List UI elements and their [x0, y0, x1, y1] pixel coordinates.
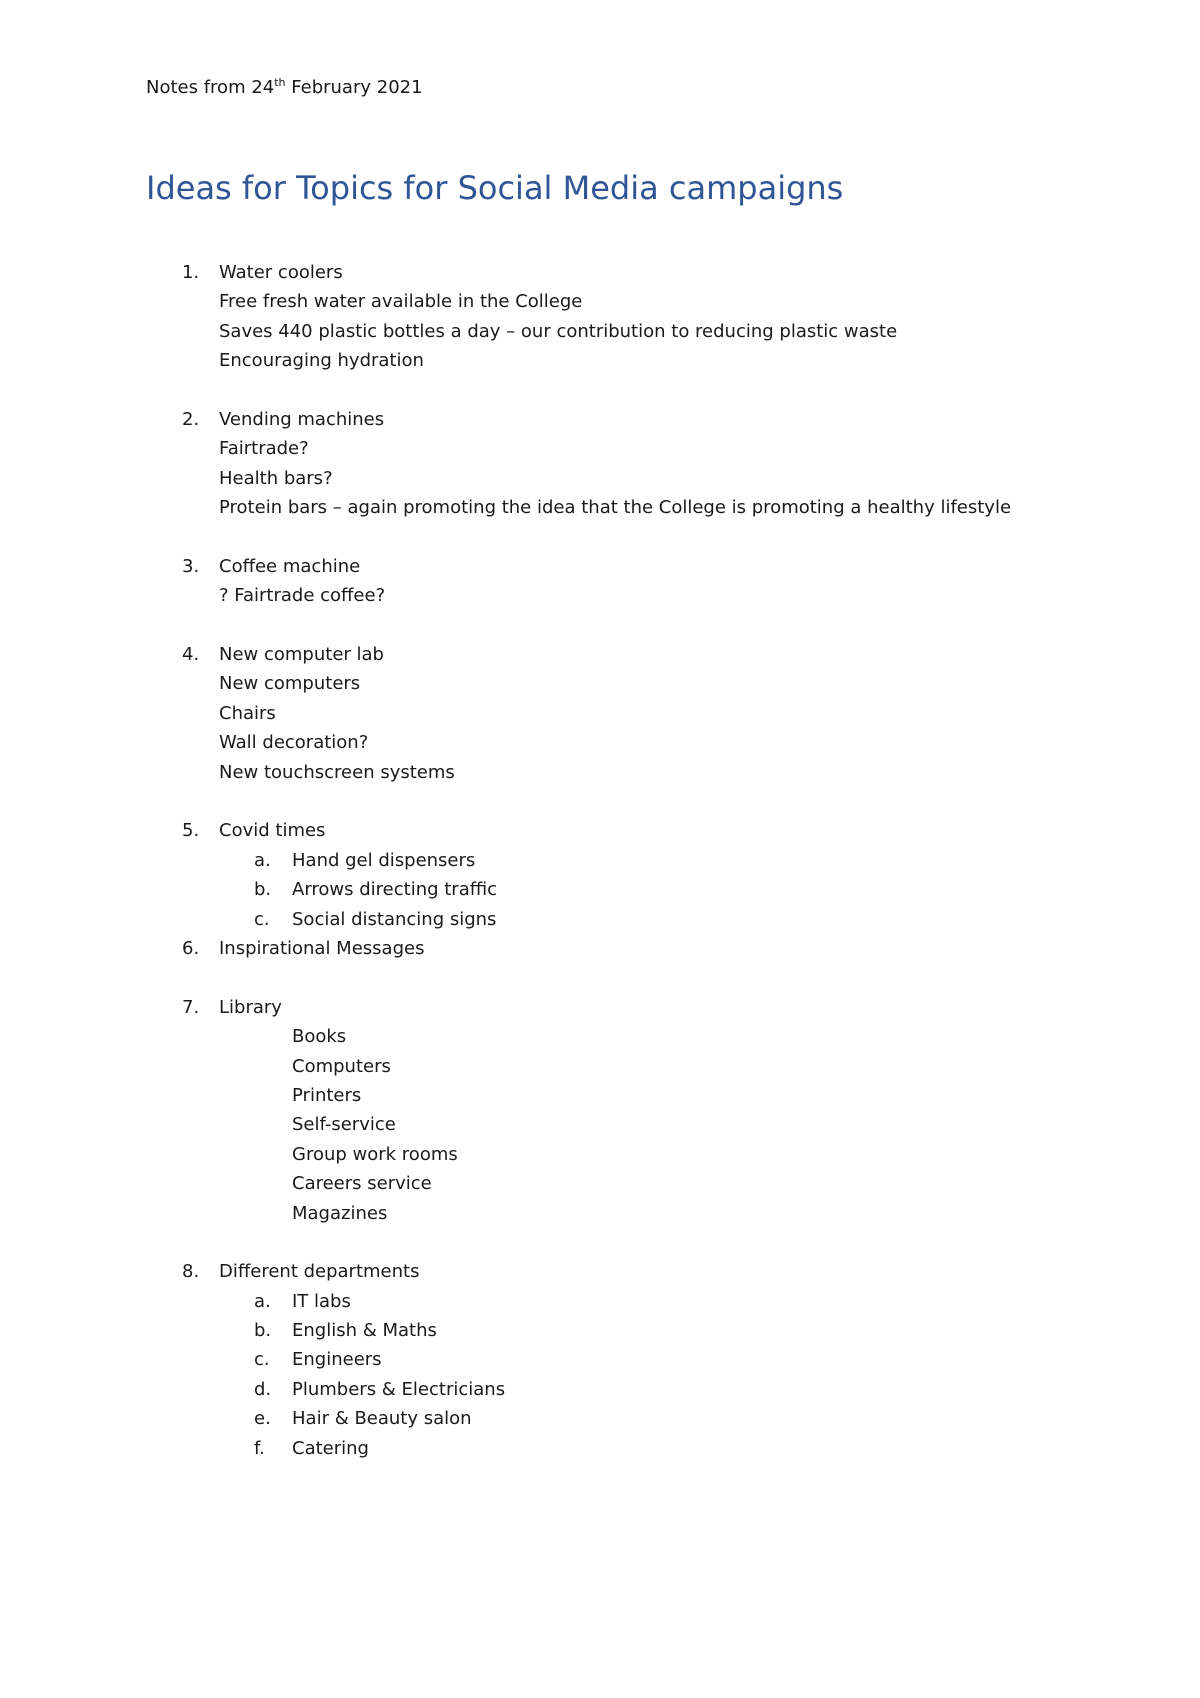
item-detail-line [0, 287, 1200, 316]
detail-text: Encouraging hydration [219, 350, 424, 372]
sub-item-text: Hand gel dispensers [292, 849, 476, 871]
notes-date-prefix: Notes from 24 [146, 77, 275, 98]
list-item [0, 816, 1200, 845]
item-detail-line [0, 758, 1200, 787]
item-number: 5. [182, 820, 200, 842]
notes-date-ordinal: th [274, 76, 286, 89]
spacer [0, 787, 1200, 816]
list-item [0, 640, 1200, 669]
item-number: 4. [182, 644, 200, 666]
item-heading: Coffee machine [219, 555, 361, 577]
detail-text: Saves 440 plastic bottles a day – our contribution to reducing plastic waste [219, 320, 898, 342]
indented-line [0, 1169, 1200, 1198]
item-number: 3. [182, 555, 200, 577]
sub-item-text: Catering [292, 1437, 369, 1459]
indented-line [0, 1022, 1200, 1051]
item-heading: Library [219, 996, 282, 1018]
sub-list-item [0, 846, 1200, 875]
indented-line [0, 1081, 1200, 1110]
sub-item-text: English & Maths [292, 1320, 437, 1342]
spacer [0, 611, 1200, 640]
list-item [0, 993, 1200, 1022]
sub-item-text: Hair & Beauty salon [292, 1408, 472, 1430]
list-item [0, 1257, 1200, 1286]
sub-item-letter: a. [254, 1290, 271, 1312]
indented-line [0, 1140, 1200, 1169]
detail-text: Protein bars – again promoting the idea that the College is promoting a healthy lifestyle [219, 497, 1012, 519]
sub-item-letter: e. [254, 1408, 271, 1430]
detail-text: New computers [219, 673, 361, 695]
indented-text: Computers [292, 1055, 391, 1077]
item-detail-line [0, 581, 1200, 610]
detail-text: Health bars? [219, 467, 333, 489]
list-item [0, 934, 1200, 963]
detail-text: Free fresh water available in the College [219, 291, 583, 313]
indented-line [0, 1110, 1200, 1139]
sub-list-item [0, 1375, 1200, 1404]
topics-list [0, 258, 1200, 1463]
sub-item-letter: b. [254, 879, 272, 901]
item-number: 7. [182, 996, 200, 1018]
sub-item-text: Arrows directing traffic [292, 879, 498, 901]
sub-item-letter: c. [254, 908, 270, 930]
sub-list-item [0, 1434, 1200, 1463]
indented-text: Printers [292, 1084, 362, 1106]
sub-list-item [0, 1404, 1200, 1433]
sub-item-letter: b. [254, 1320, 272, 1342]
sub-list-item [0, 1287, 1200, 1316]
detail-text: Chairs [219, 702, 276, 724]
indented-text: Group work rooms [292, 1143, 458, 1165]
indented-text: Books [292, 1026, 347, 1048]
detail-text: New touchscreen systems [219, 761, 455, 783]
sub-list-item [0, 1345, 1200, 1374]
sub-list-item [0, 1316, 1200, 1345]
indented-text: Careers service [292, 1173, 432, 1195]
notes-date-suffix: February 2021 [285, 77, 423, 98]
spacer [0, 376, 1200, 405]
detail-text: ? Fairtrade coffee? [219, 585, 386, 607]
item-detail-line [0, 669, 1200, 698]
indented-line [0, 1052, 1200, 1081]
list-item [0, 552, 1200, 581]
item-detail-line [0, 464, 1200, 493]
detail-text: Wall decoration? [219, 732, 369, 754]
document-title: Ideas for Topics for Social Media campaigns [146, 169, 844, 207]
item-number: 1. [182, 262, 200, 283]
spacer [0, 963, 1200, 992]
sub-item-letter: c. [254, 1349, 270, 1371]
sub-item-text: Social distancing signs [292, 908, 497, 930]
item-heading: Vending machines [219, 408, 385, 430]
sub-item-text: IT labs [292, 1290, 351, 1312]
item-detail-line [0, 699, 1200, 728]
sub-list-item [0, 875, 1200, 904]
detail-text: Fairtrade? [219, 438, 309, 460]
list-item [0, 258, 1200, 287]
indented-text: Self-service [292, 1114, 396, 1136]
indented-line [0, 1199, 1200, 1228]
notes-date-line [146, 76, 423, 100]
item-heading: Inspirational Messages [219, 937, 425, 959]
item-detail-line [0, 346, 1200, 375]
indented-text: Magazines [292, 1202, 388, 1224]
item-heading: Covid times [219, 820, 326, 842]
sub-item-text: Plumbers & Electricians [292, 1378, 506, 1400]
sub-item-letter: d. [254, 1378, 272, 1400]
list-item [0, 405, 1200, 434]
item-detail-line [0, 493, 1200, 522]
item-number: 8. [182, 1261, 200, 1283]
item-heading: Water coolers [219, 262, 343, 283]
item-heading: Different departments [219, 1261, 420, 1283]
sub-item-letter: f. [254, 1437, 265, 1459]
item-detail-line [0, 317, 1200, 346]
item-number: 2. [182, 408, 200, 430]
sub-item-text: Engineers [292, 1349, 382, 1371]
spacer [0, 1228, 1200, 1257]
item-detail-line [0, 728, 1200, 757]
item-detail-line [0, 434, 1200, 463]
sub-item-letter: a. [254, 849, 271, 871]
item-heading: New computer lab [219, 644, 384, 666]
item-number: 6. [182, 937, 200, 959]
spacer [0, 523, 1200, 552]
sub-list-item [0, 905, 1200, 934]
